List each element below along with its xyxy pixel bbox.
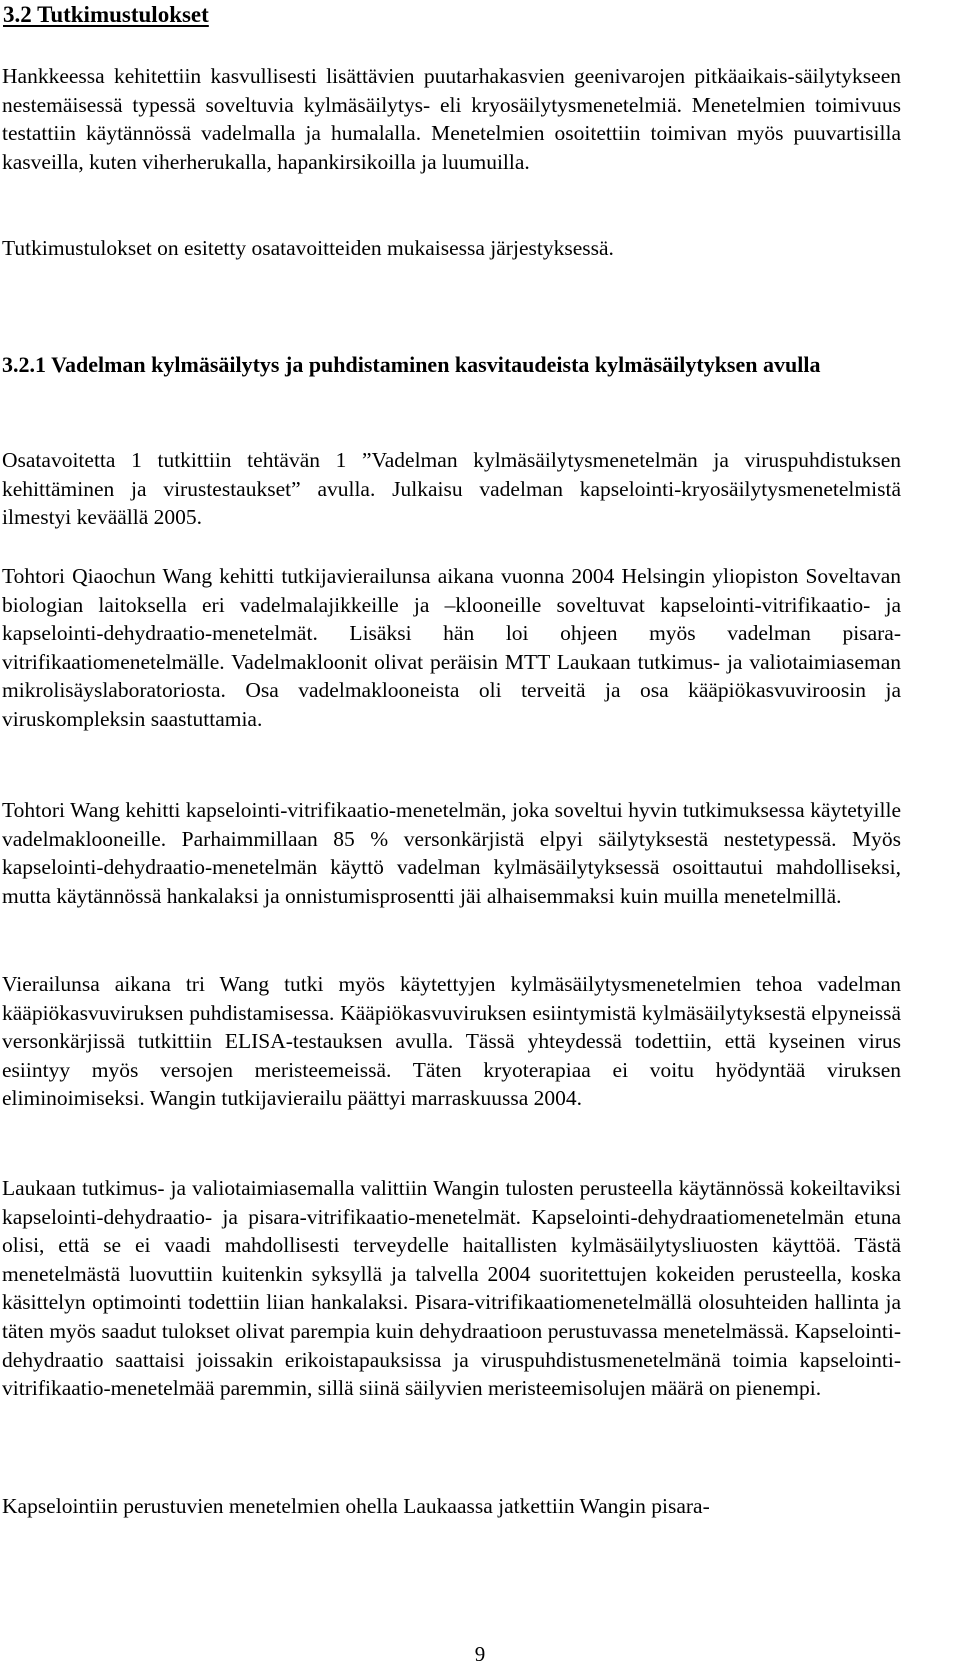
subsection-paragraph-2: Tohtori Qiaochun Wang kehitti tutkijavierailunsa aikana vuonna 2004 Helsingin yliopiston Soveltavan biologian laitoksella eri vadelmalajikkeille ja –klooneille soveltuvat kapselointi-vitrifikaatio- ja kapselointi-dehydraatio-menetelmät. Lisäksi hän loi ohjeen myös vadelman pisara-vitrifikaatiomenetelmälle. Vadelmakloonit olivat peräisin MTT Laukaan tutkimus- ja valiotaimiaseman mikrolisäyslaboratoriosta. Osa vadelmaklooneista oli terveitä ja osa kääpiökasvuviroosin ja viruskompleksin saastuttamia. bbox=[2, 564, 901, 731]
page-number: 9 bbox=[474, 1642, 486, 1666]
subsection-paragraph-4: Vierailunsa aikana tri Wang tutki myös käytettyjen kylmäsäilytysmenetelmien tehoa vadelman kääpiökasvuviruksen puhdistamisessa. Kääpiökasvuviruksen esiintymistä kylmäsäilytyksestä elpyneissä versonkärjissä tutkittiin ELISA-testauksen avulla. Tässä yhteydessä todettiin, että kyseinen virus esiintyy myös versojen meristeemeissä. Täten kryoterapiaa ei voitu hyödyntää viruksen eliminoimiseksi. Wangin tutkijavierailu päättyi marraskuussa 2004. bbox=[2, 972, 901, 1111]
subsection-paragraph-6: Kapselointiin perustuvien menetelmien ohella Laukaassa jatkettiin Wangin pisara- bbox=[2, 1494, 710, 1518]
subsection-paragraph-5: Laukaan tutkimus- ja valiotaimiasemalla valittiin Wangin tulosten perusteella käytännössä kokeiltaviksi kapselointi-dehydraatio- ja pisara-vitrifikaatio-menetelmät. Kapselointi-dehydraatiomenetelmän etuna olisi, että se ei vaadi mahdollisesti terveydelle haitallisten kylmäsäilytysliuosten käyttöä. Tästä menetelmästä luovuttiin kuitenkin syksyllä ja talvella 2004 suoritettujen kokeiden perusteella, koska käsittelyn optimointi todettiin liian hankalaksi. Pisara-vitrifikaatiomenetelmällä olosuhteiden hallinta ja täten myös saadut tulokset olivat parempia kuin dehydraatioon perustuvassa menetelmässä. Kapselointi-dehydraatio saattaisi joissakin erikoistapauksissa ja viruspuhdistusmenetelmänä toimia kapselointi-vitrifikaatio-menetelmää paremmin, sillä siinä säilyvien meristeemisolujen määrä on pienempi. bbox=[2, 1176, 901, 1401]
subsection-paragraph-3: Tohtori Wang kehitti kapselointi-vitrifikaatio-menetelmän, joka soveltui hyvin tutkimuksessa käytetyille vadelmaklooneille. Parhaimmillaan 85 % versonkärjistä elpyi säilytyksestä nestetypessä. Myös kapselointi-dehydraatio-menetelmän käyttö vadelman kylmäsäilytyksessä osoittautui mahdolliseksi, mutta käytännössä hankalaksi ja onnistumisprosentti jäi alhaisemmaksi kuin muilla menetelmillä. bbox=[2, 798, 901, 908]
results-order-paragraph: Tutkimustulokset on esitetty osatavoitteiden mukaisessa järjestyksessä. bbox=[2, 236, 614, 260]
subsection-paragraph-1: Osatavoitetta 1 tutkittiin tehtävän 1 ”Vadelman kylmäsäilytysmenetelmän ja viruspuhdistuksen kehittäminen ja virustestaukset” avulla. Julkaisu vadelman kapselointi-kryosäilytysmenetelmistä ilmestyi keväällä 2005. bbox=[2, 448, 901, 530]
section-heading: 3.2 Tutkimustulokset bbox=[3, 2, 209, 27]
intro-paragraph: Hankkeessa kehitettiin kasvullisesti lisättävien puutarhakasvien geenivarojen pitkäaikais-säilytykseen nestemäisessä typessä soveltuvia kylmäsäilytys- eli kryosäilytysmenetelmiä. Menetelmien toimivuus testattiin käytännössä vadelmalla ja humalalla. Menetelmien osoitettiin toimivan myös puuvartisilla kasveilla, kuten viherherukalla, hapankirsikoilla ja luumuilla. bbox=[2, 64, 901, 174]
subsection-heading: 3.2.1 Vadelman kylmäsäilytys ja puhdistaminen kasvitaudeista kylmäsäilytyksen avulla bbox=[2, 352, 821, 377]
